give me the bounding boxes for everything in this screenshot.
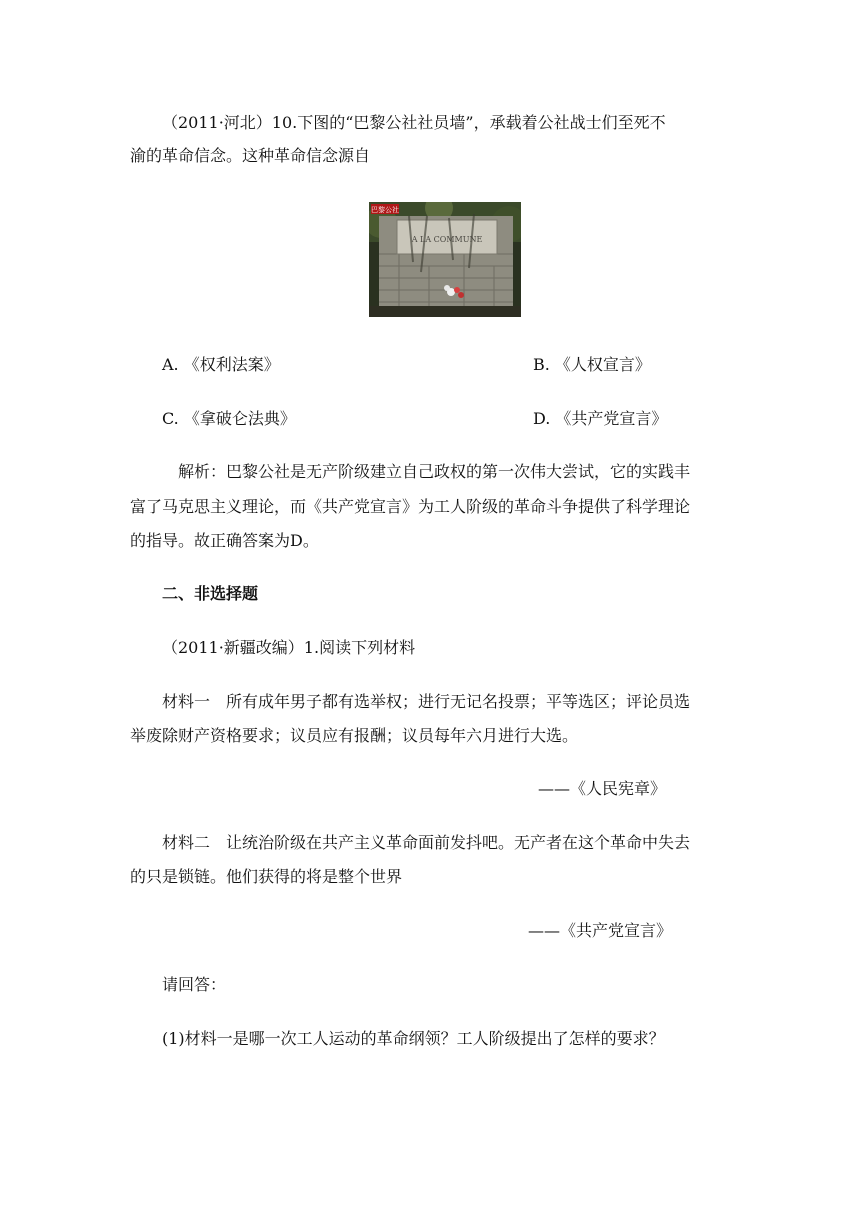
material-2-source: ——《共产党宣言》 bbox=[527, 921, 672, 940]
section-intro: （2011·新疆改编）1.阅读下列材料 bbox=[162, 638, 416, 657]
plaque-inscription: A LA COMMUNE bbox=[411, 235, 483, 244]
wall-photo-illustration bbox=[369, 202, 521, 317]
option-a: A. 《权利法案》 bbox=[162, 355, 280, 374]
sub-question-1: (1)材料一是哪一次工人运动的革命纲领？工人阶级提出了怎样的要求？ bbox=[162, 1029, 665, 1048]
analysis-line-3: 的指导。故正确答案为D。 bbox=[130, 531, 319, 550]
material-1-line-1: 材料一 所有成年男子都有选举权；进行无记名投票；平等选区；评论员选 bbox=[162, 692, 691, 711]
section-heading: 二、非选择题 bbox=[162, 584, 259, 603]
analysis-line-2: 富了马克思主义理论，而《共产党宣言》为工人阶级的革命斗争提供了科学理论 bbox=[130, 497, 691, 516]
material-1-line-2: 举废除财产资格要求；议员应有报酬；议员每年六月进行大选。 bbox=[130, 726, 579, 745]
option-d: D. 《共产党宣言》 bbox=[533, 409, 668, 428]
material-2-line-2: 的只是锁链。他们获得的将是整个世界 bbox=[130, 867, 403, 886]
paris-commune-wall-photo bbox=[369, 202, 521, 317]
material-2-line-1: 材料二 让统治阶级在共产主义革命面前发抖吧。无产者在这个革命中失去 bbox=[162, 833, 691, 852]
question-stem-line-2: 渝的革命信念。这种革命信念源自 bbox=[130, 146, 371, 165]
analysis-line-1: 解析：巴黎公社是无产阶级建立自己政权的第一次伟大尝试，它的实践丰 bbox=[178, 462, 691, 481]
option-b: B. 《人权宣言》 bbox=[533, 355, 651, 374]
question-stem-line-1: （2011·河北）10.下图的“巴黎公社社员墙”，承载着公社战士们至死不 bbox=[162, 113, 666, 132]
material-1-source: ——《人民宪章》 bbox=[537, 779, 666, 798]
photo-badge-text: 巴黎公社 bbox=[371, 206, 399, 214]
option-c: C. 《拿破仑法典》 bbox=[162, 409, 296, 428]
answer-prompt: 请回答： bbox=[162, 975, 227, 994]
